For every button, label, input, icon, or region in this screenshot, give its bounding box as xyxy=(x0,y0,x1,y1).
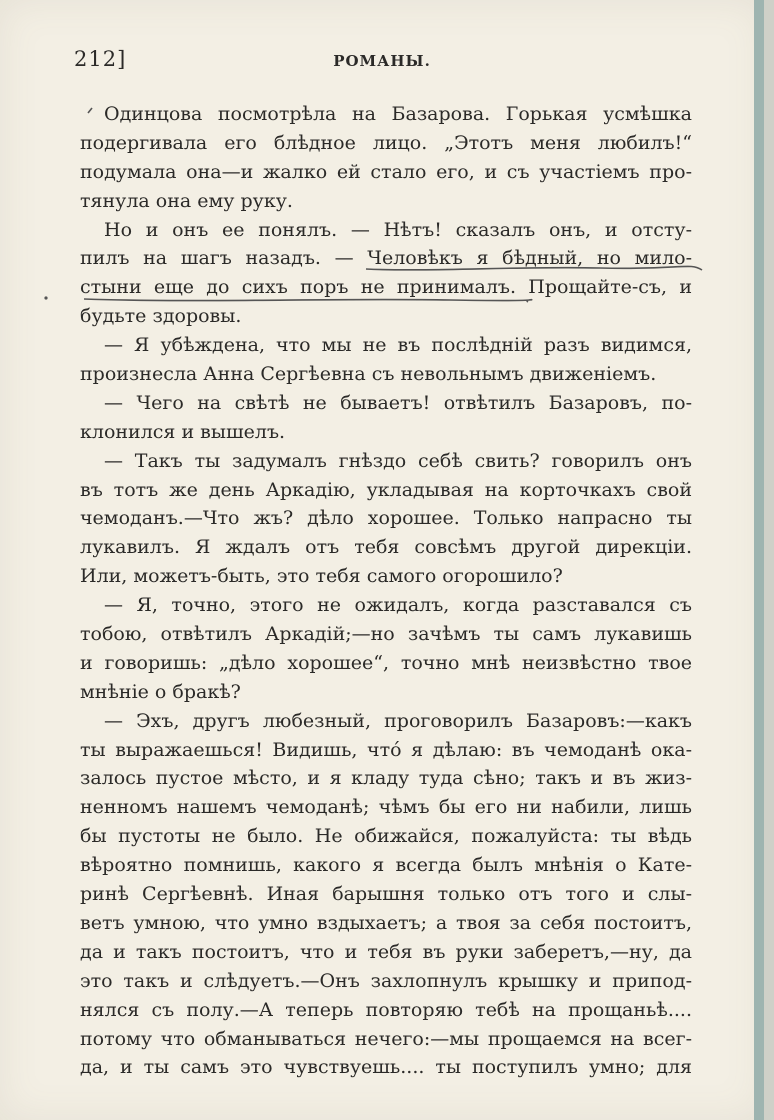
text-line: — Эхъ, другъ любезный, проговорилъ Базаровъ:—какъ xyxy=(104,709,692,732)
stray-mark-left xyxy=(44,296,47,299)
text-line: нялся съ полу.—А теперь повторяю тебѣ на прощаньѣ.... xyxy=(80,998,692,1021)
text-line: — Я, точно, этого не ожидалъ, когда разставался съ xyxy=(104,594,692,617)
text-line: тобою, отвѣтилъ Аркадій;—но зачѣмъ ты самъ лукавишь xyxy=(80,623,692,646)
text-line: въ тотъ же день Аркадію, укладывая на корточкахъ свой xyxy=(80,478,692,501)
text-line: — Я убѣждена, что мы не въ послѣдній разъ видимся, xyxy=(104,334,692,357)
text-line: ветъ умною, что умно вздыхаетъ; а твоя за себя постоитъ, xyxy=(80,911,692,934)
text-line: ты выражаешься! Видишь, что́ я дѣлаю: въ чемоданѣ ока- xyxy=(80,738,692,761)
text-line: да и такъ постоитъ, что и тебя въ руки заберетъ,—ну, да xyxy=(80,940,692,963)
text-line: стыни еще до сихъ поръ не принималъ. Прощайте-съ, и xyxy=(80,276,692,299)
text-line: ненномъ нашемъ чемоданѣ; чѣмъ бы его ни набили, лишь xyxy=(80,796,692,819)
text-line: подергивала его блѣдное лицо. „Этотъ меня любилъ!“ xyxy=(80,131,692,154)
text-line: Одинцова посмотрѣла на Базарова. Горькая усмѣшка xyxy=(104,103,692,125)
text-line: чемоданъ.—Что жъ? дѣло хорошее. Только напрасно ты xyxy=(80,507,692,530)
text-line: Но и онъ ее понялъ. — Нѣтъ! сказалъ онъ, и отсту- xyxy=(104,218,692,241)
page-number: 212] xyxy=(74,47,127,71)
text-line: да, и ты самъ это чувствуешь.... ты поступилъ умно; для xyxy=(80,1056,692,1079)
text-line: вѣроятно помнишь, какого я всегда былъ мнѣнія о Кате- xyxy=(80,854,692,877)
text-line: залось пустое мѣсто, и я кладу туда сѣно; такъ и въ жиз- xyxy=(80,767,692,790)
text-line: Или, можетъ-быть, это тебя самого огорошило? xyxy=(80,565,563,588)
page-edge-strip xyxy=(754,0,764,1120)
text-line: мнѣніе о бракѣ? xyxy=(80,680,241,703)
text-line: это такъ и слѣдуетъ.—Онъ захлопнулъ крышку и припод- xyxy=(80,969,692,992)
text-line: и говоришь: „дѣло хорошее“, точно мнѣ неизвѣстно твое xyxy=(80,651,692,674)
text-line: бы пустоты не было. Не обижайся, пожалуйста: ты вѣдь xyxy=(80,825,692,848)
text-line: клонился и вышелъ. xyxy=(80,420,286,443)
text-line: — Чего на свѣтѣ не бываетъ! отвѣтилъ Базаровъ, по- xyxy=(104,391,692,414)
running-title: РОМАНЫ. xyxy=(333,52,431,70)
body-text xyxy=(80,100,692,1082)
text-line: произнесла Анна Сергѣевна съ невольнымъ движеніемъ. xyxy=(80,363,657,386)
text-line: пилъ на шагъ назадъ. — Человѣкъ я бѣдный, но мило- xyxy=(80,247,692,270)
text-line: подумала она—и жалко ей стало его, и съ участіемъ про- xyxy=(80,160,692,183)
text-line: потому что обманываться нечего:—мы прощаемся на всег- xyxy=(80,1027,692,1050)
text-line: ринѣ Сергѣевнѣ. Иная барышня только отъ того и слы- xyxy=(80,883,692,906)
text-line: будьте здоровы. xyxy=(80,305,242,328)
text-line: — Такъ ты задумалъ гнѣздо себѣ свить? говорилъ онъ xyxy=(104,449,692,472)
text-line: лукавилъ. Я ждалъ отъ тебя совсѣмъ другой дирекціи. xyxy=(80,536,692,559)
text-line: тянула она ему руку. xyxy=(80,189,293,212)
